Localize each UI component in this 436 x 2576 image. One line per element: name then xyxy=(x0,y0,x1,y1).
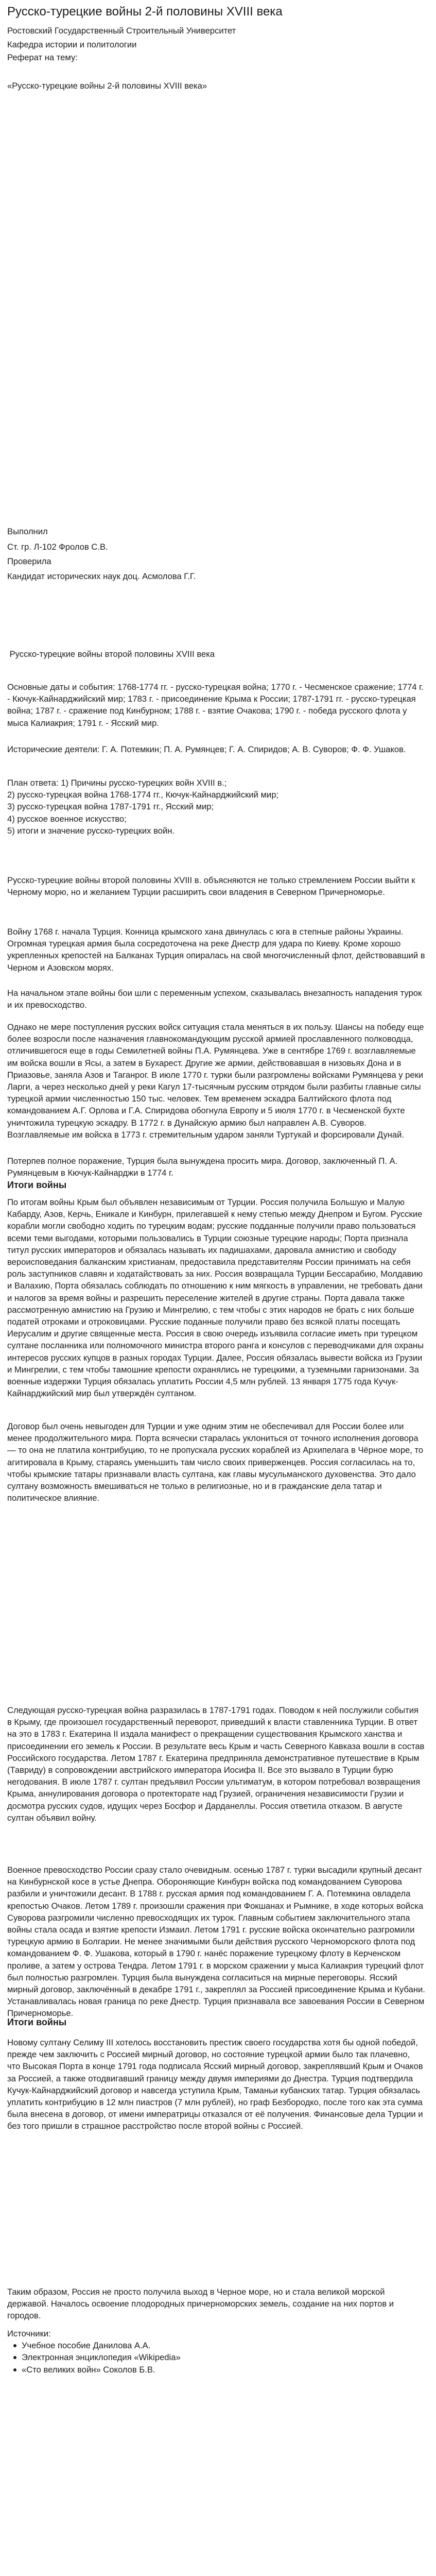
source-item: Электронная энциклопедия «Wikipedia» xyxy=(7,2351,425,2363)
paragraph-1768: Войну 1768 г. начала Турция. Конница крымского хана двинулась с юга в степные районы Украины. Огромная турецкая армия была сосредоточена на реке Днестр для удара по Киеву. Кроме хорошо укрепленных крепостей на Балканах Турция опиралась на свой многочисленный флот, действовавший в Черном и Азовском морях. xyxy=(7,927,425,973)
paragraph-conclusion: Таким образом, Россия не просто получила выход в Черное море, но и стала великой морской державой. Началось освоение плодородных причерноморских земель, создание на них портов и городов. xyxy=(7,2287,394,2321)
plan-title: План ответа: 1) Причины русско-турецких войн XVIII в.; xyxy=(7,778,227,788)
plan-item: 2) русско-турецкая война 1768-1774 гг., Кючук-Кайнарджийский мир; xyxy=(7,790,279,800)
sources-section xyxy=(7,2328,425,2376)
answer-plan xyxy=(7,777,425,837)
essay-topic: «Русско-турецкие войны 2-й половины XVIII века» xyxy=(7,81,207,91)
paragraph-results2: Новому султану Селиму III хотелось восстановить престиж своего государства хотя бы одной победой, прежде чем заключить с Россией мирный договор, но состояние турецкой армии было так плачевно, что Высокая Порта в конце 1791 года подписала Ясский мирный договор, закреплявший Крым и Очаков за Россией, а также отодвигавший границу между двумя империями до Днестра. Турция подтвердила Кучук-Кайнарджийский договор и навсегда уступила Крым, Таманьи кубанских татар. Турция обязалась уплатить контрибуцию в 12 млн пиастров (7 млн рублей), но граф Безбородко, после того как эта сумма была внесена в договор, от имени императрицы отказался от её получения. Финансовые дела Турции и без того пришли в страшное расстройство после второй войны с Россией. xyxy=(7,2038,423,2131)
department-name: Кафедра истории и политологии xyxy=(7,40,137,49)
essay-label: Реферат на тему: xyxy=(7,53,78,62)
plan-item: 4) русское военное искусство; xyxy=(7,814,127,824)
paragraph-intro: Русско-турецкие войны второй половины XVIII в. объясняются не только стремлением России выйти к Черному морю, но и желанием Турции расширить свои владения в Северном Причерноморье. xyxy=(7,875,415,897)
source-item: Учебное пособие Данилова А.А. xyxy=(7,2340,425,2351)
checker-name: Кандидат исторических наук доц. Асмолова Г.Г. xyxy=(7,571,196,581)
paragraph-treaty: Договор был очень невыгоден для Турции и уже одним этим не обеспечивал для России более или менее продолжительного мира. Порта всячески старалась уклониться от точного исполнения договора — то она не платила контрибуцию, то не пропускала русских кораблей из Архипелага в Чёрное море, то агитировала в Крыму, стараясь уменьшить там число своих приверженцев. Россия согласилась на то, чтобы крымские татары признавали власть султана, как главы мусульманского духовенства. Это дало султану возможность вмешиваться не только в религиозные, но и в гражданские дела татар и политическое влияние. xyxy=(7,1421,424,1503)
paragraph-military: Военное превосходство России сразу стало очевидным. осенью 1787 г. турки высадили крупный десант на Кинбурнской косе в устье Днепра. Обороняющие Кинбурн войска под командованием Суворова разбили и уничтожили десант. В 1788 г. русская армия под командованием Г. А. Потемкина овладела крепостью Очаков. Летом 1789 г. произошли сражения при Фокшанах и Рымнике, в ходе которых войска Суворова разгромили численно превосходящих их турок. Главным событием заключительного этапа войны стала осада и взятие крепости Измаил. Летом 1791 г. русские войска окончательно разгромили турецкую армию в Болгарии. Не менее значимыми были действия русского Черноморского флота под командованием Ф. Ф. Ушакова, который в 1790 г. нанёс поражение турецкому флоту в Керченском проливе, а затем у острова Тендра. Летом 1791 г. в морском сражении у мыса Калиакрия турецкий флот был полностью разгромлен. Турция была вынуждена согласиться на мирные переговоры. Ясский мирный договор, заключённый в декабре 1791 г., закреплял за Россией присоединение Крыма и Кубани. Устанавливалась новая граница по реке Днестр. Турция признавала все завоевания России в Северном Причерноморье. xyxy=(7,1865,425,2019)
plan-item: 3) русско-турецкая война 1787-1791 гг., Ясский мир; xyxy=(7,802,214,812)
results-heading: Итоги войны xyxy=(7,1180,67,1190)
sources-list xyxy=(7,2340,425,2376)
sources-label: Источники: xyxy=(7,2329,51,2338)
student-name: Ст. гр. Л-102 Фролов С.В. xyxy=(7,542,108,552)
paragraph-second-war: Следующая русско-турецкая война разразилась в 1787-1791 годах. Поводом к ней послужили события в Крыму, где произошел государственный переворот, приведший к власти ставленника Турции. В ответ на это в 1783 г. Екатерина II издала манифест о прекращении существования Крымского ханства и присоединении его земель к России. В результате весь Крым и часть Северного Кавказа вошли в состав Российского государства. Летом 1787 г. Екатерина предприняла демонстративное путешествие в Крым (Тавриду) в сопровождении австрийского императора Иосифа II. Все это вызвало в Турции бурю негодования. В июле 1787 г. султан предъявил России ультиматум, в котором потребовал возвращения Крыма, аннулирования договора о протекторате над Грузией, ограничения независимости Грузии и досмотра русских судов, идущих через Босфор и Дарданеллы. Россия ответила отказом. В августе султан объявил войну. xyxy=(7,1705,425,1823)
checked-by-label: Проверила xyxy=(7,556,51,566)
done-by-label: Выполнил xyxy=(7,527,48,536)
paragraph-initial-stage: На начальном этапе войны бои шли с переменным успехом, сказывалась внезапность нападения турок и их превосходство. xyxy=(7,988,422,1010)
paragraph-results: По итогам войны Крым был объявлен независимым от Турции. Россия получила Большую и Малую Кабарду, Азов, Керчь, Еникале и Кинбурн, прилегавшей к нему степью между Днепром и Бугом. Русские корабли могли свободно ходить по турецким водам; русские подданные получили право пользоваться всеми теми выгодами, которыми пользовались в Турции союзные турецкие народы; Порта признала титул русских императоров и обязалась называть их падишахами, даровала амнистию и свободу вероисповедания балканским христианам, предоставила представителям России принимать на себя роль заступников славян и ходатайствовать за них. Россия возвращала Турции Бессарабию, Молдавию и Валахию, Порта обязалась соблюдать по отношению к ним мягкость в управлении, не требовать дани и налогов за время войны и разрешить переселение жителей в другие страны. Порта давала также рассмотренную амнистию на Грузию и Мингрелию, с тем чтобы с этих народов не брать с них больше податей отроками и отроковицами. Русские поданные получили право без всякой платы посещать Иерусалим и другие священные места. Россия в свою очередь изъявила согласие иметь при турецком султане посланника или полномочного министра второго ранга и консулов с переводчиками для охраны интересов русских купцов в разных городах Турции. Далее, Россия обязалась вывести войска из Грузии и Мингрелии, с тем чтобы тамошние крепости охранялись не турецкими, а туземными гарнизонами. За военные издержки Турция обязалась уплатить России 4,5 млн рублей. 13 января 1775 года Кучук-Кайнарджийский мир был утверждён султаном. xyxy=(7,1197,424,1399)
source-item: «Сто великих войн» Соколов Б.В. xyxy=(7,2364,425,2376)
topic-title: Русско-турецкие войны второй половины XVIII века xyxy=(7,649,215,659)
paragraph-turning-point: Однако не мере поступления русских войск ситуация стала меняться в их пользу. Шансы на победу еще более возросли после назначения главнокомандующим русской армией прославленного полководца, отличившегося еще в годы Семилетней войны П.А. Румянцева. Уже в сентябре 1769 г. возглавляемые им войска вошли в Ясы, а затем в Бухарест. Другие же армии, действовавшая в низовьях Дона и в Приазовье, заняла Азов и Таганрог. В июле 1770 г. турки были разгромлены войсками Румянцева у реки Ларги, а через несколько дней у реки Кагул 17-тысячным русским отрядом были разбиты главные силы турецкой армии численностью 150 тыс. человек. Тем временем эскадра Балтийского флота под командованием А.Г. Орлова и Г.А. Спиридова обогнула Европу и 5 июля 1770 г. в Чесменской бухте уничтожила турецкую эскадру. В 1772 г. в Дунайскую армию был направлен А.В. Суворов. Возглавляемые им войска в 1773 г. стремительным ударом заняли Туртукай и форсировали Дунай. xyxy=(7,1022,424,1140)
document-title: Русско-турецкие войны 2-й половины XVIII века xyxy=(7,5,283,19)
plan-list xyxy=(7,789,425,837)
results2-heading: Итоги войны xyxy=(7,2017,67,2027)
plan-item: 5) итоги и значение русско-турецких войн. xyxy=(7,825,175,836)
university-name: Ростовский Государственный Строительный Университет xyxy=(7,26,236,36)
paragraph-figures: Исторические деятели: Г. А. Потемкин; П. А. Румянцев; Г. А. Спиридов; А. В. Суворов; Ф. Ф. Ушаков. xyxy=(7,744,406,754)
paragraph-defeat: Потерпев полное поражение, Турция была вынуждена просить мира. Договор, заключенный П. А. Румянцевым в Кючук-Кайнарджи в 1774 г. xyxy=(7,1156,398,1178)
paragraph-dates: Основные даты и события: 1768-1774 гг. - русско-турецкая война; 1770 г. - Чесменское сражение; 1774 г. - Кючук-Кайнарджийский мир; 1783 г. - присоединение Крыма к России; 1787-1791 гг. - русско-турецкая война; 1787 г. - сражение под Кинбурном; 1788 г. - взятие Очакова; 1790 г. - победа русского флота у мыса Калиакрия; 1791 г. - Ясский мир. xyxy=(7,682,424,728)
